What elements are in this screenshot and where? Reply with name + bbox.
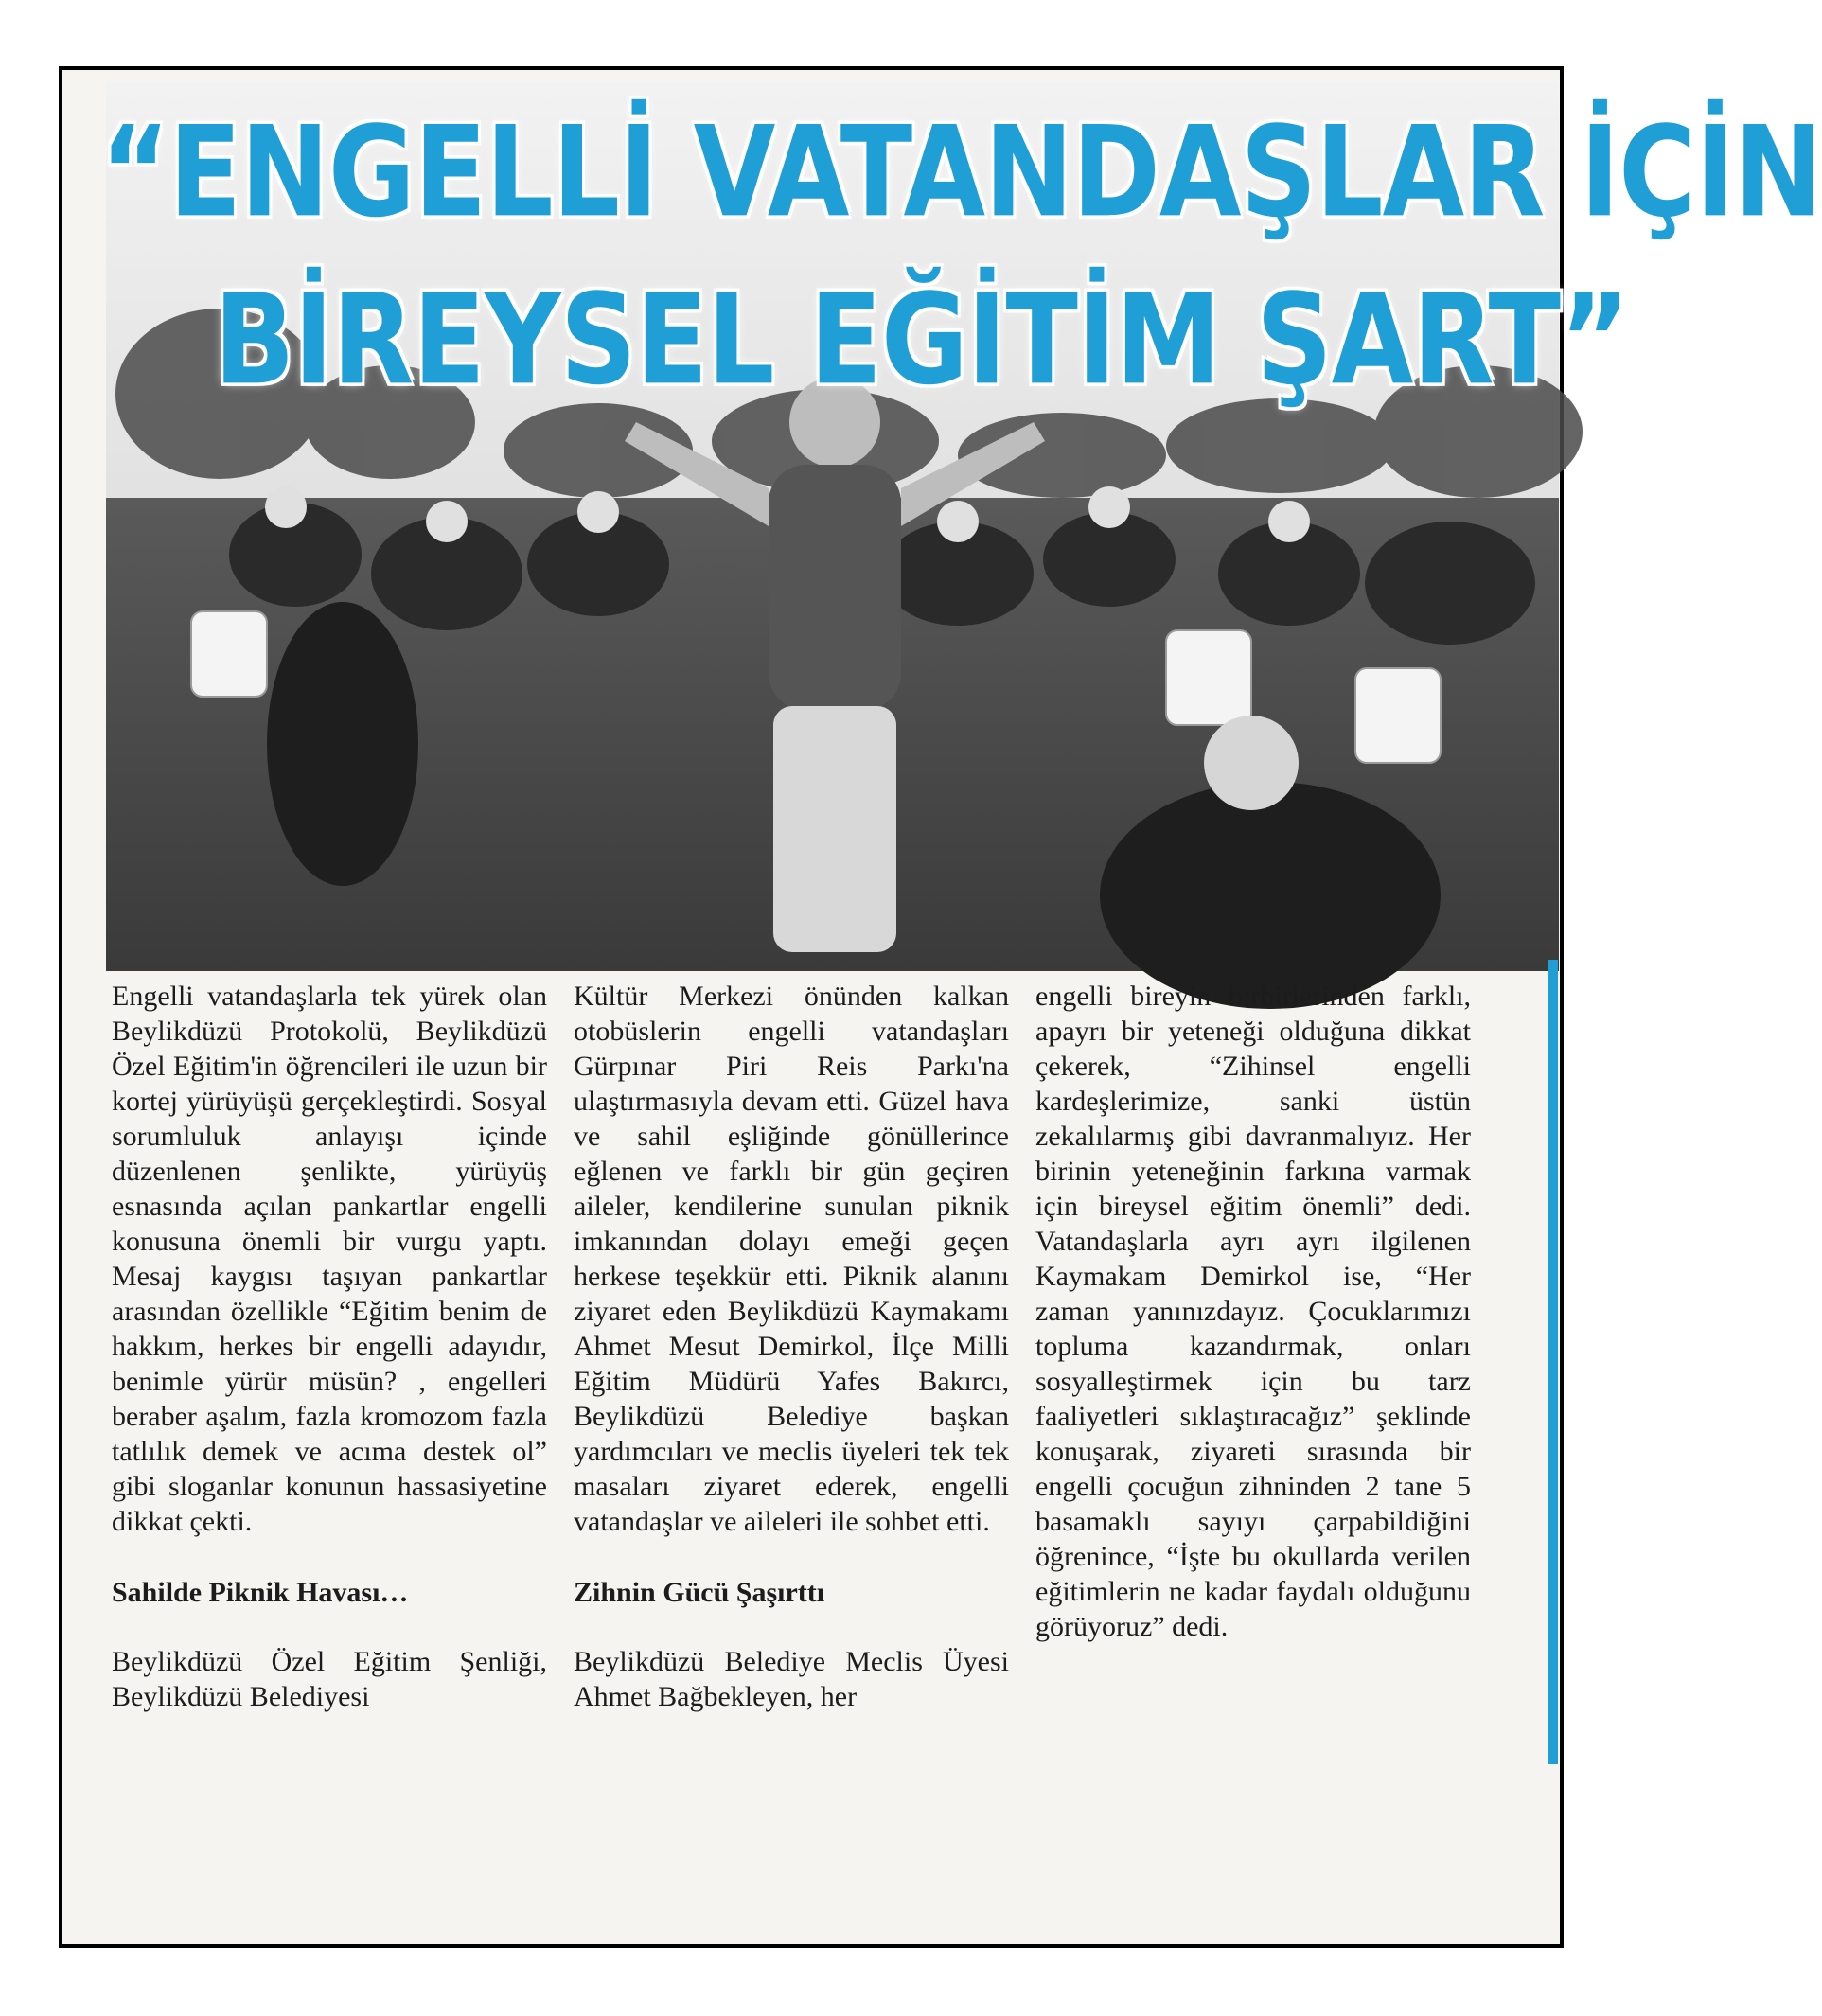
subheading: Sahilde Piknik Havası… xyxy=(112,1577,409,1608)
paragraph: Kültür Merkezi önünden kalkan otobüslerin engelli vatandaşları Gürpınar Piri Reis Parkı'na ulaştırmasıyla devam etti. Güzel hava ve sahil eşliğinde gönüllerince eğlenen ve farklı bir gün geçiren aileler, kendilerine sunulan piknik imkanından dolayı emeği geçen herkese teşekkür etti. Piknik alanını ziyaret eden Beylikdüzü Kaymakamı Ahmet Mesut Demirkol, İlçe Milli Eğitim Müdürü Yafes Bakırcı, Beylikdüzü Belediye başkan yardımcıları ve meclis üyeleri tek tek masaları ziyaret ederek, engelli vatandaşlar ve aileleri ile sohbet etti. xyxy=(574,981,1009,1537)
article-column-1 xyxy=(112,979,547,1944)
headline xyxy=(100,89,1822,424)
headline-line-1: “ENGELLİ VATANDAŞLAR İÇİN xyxy=(100,99,1822,246)
paragraph: Engelli vatandaşlarla tek yürek olan Beylikdüzü Protokolü, Beylikdüzü Özel Eğitim'in öğrencileri ile uzun bir kortej yürüyüşü gerçekleştirdi. Sosyal sorumluluk anlayışı içinde düzenlenen şenlikte, yürüyüş esnasında açılan pankartlar engelli konusuna önemli bir vurgu yaptı. Mesaj kaygısı taşıyan pankartlar arasından özellikle “Eğitim benim de hakkım, herkes bir engelli adayıdır, benimle yürür müsün? , engelleri beraber aşalım, fazla kromozom fazla tatlılık demek ve acıma destek ol” gibi sloganlar konunun hassasiyetine dikkat çekti. xyxy=(112,981,547,1537)
newspaper-clipping xyxy=(59,66,1822,1948)
paragraph: Beylikdüzü Özel Eğitim Şenliği, Beylikdüzü Belediyesi xyxy=(112,1646,547,1712)
article-column-2 xyxy=(574,979,1009,1944)
article-column-3 xyxy=(1035,979,1471,1944)
article-columns xyxy=(112,979,1539,1944)
paragraph: Beylikdüzü Belediye Meclis Üyesi Ahmet Bağbekleyen, her xyxy=(574,1646,1009,1712)
blue-divider-rule xyxy=(1548,960,1558,1764)
paragraph: engelli bireyin birbirlerinden farklı, apayrı bir yeteneği olduğuna dikkat çekerek, “Zihinsel engelli kardeşlerimize, sanki üstün zekalılarmış gibi davranmalıyız. Her birinin yeteneğinin farkına varmak için bireysel eğitim önemli” dedi. Vatandaşlarla ayrı ayrı ilgilenen Kaymakam Demirkol ise, “Her zaman yanınızdayız. Çocuklarımızı topluma kazandırmak, onları sosyalleştirmek için bu tarz faaliyetleri sıklaştıracağız” şeklinde konuşarak, ziyareti sırasında bir engelli çocuğun zihninden 2 tane 5 basamaklı sayıyı çarpabildiğini öğrenince, “İşte bu okullarda verilen eğitimlerin ne kadar faydalı olduğunu görüyoruz” dedi. xyxy=(1035,981,1471,1642)
subheading: Zihnin Gücü Şaşırttı xyxy=(574,1577,825,1608)
headline-line-2: BİREYSEL EĞİTİM ŞART” xyxy=(214,267,1629,414)
